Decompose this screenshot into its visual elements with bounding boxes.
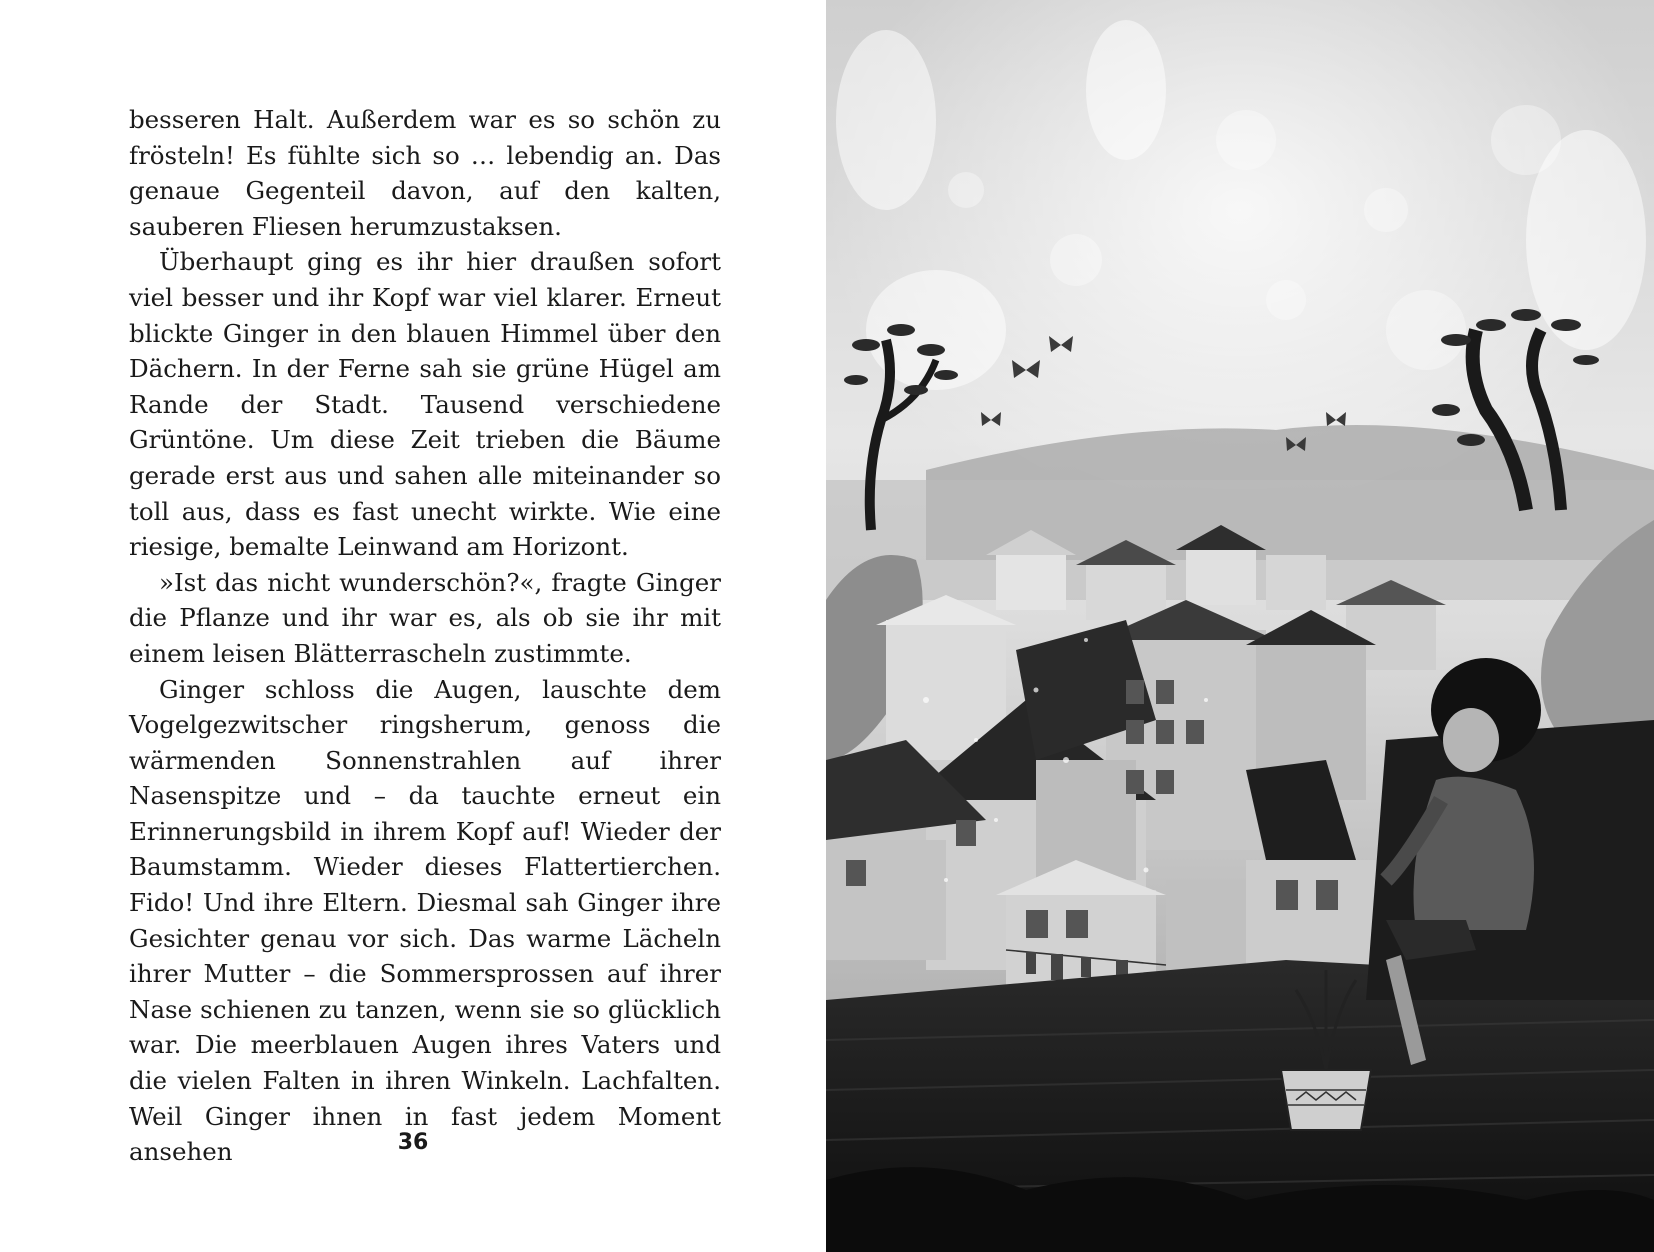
left-page (0, 0, 826, 1252)
rooftop-illustration (826, 0, 1654, 1252)
paragraph-4: Ginger schloss die Augen, lauschte dem Vogelgezwitscher ringsherum, genoss die wärmenden Sonnenstrahlen auf ihrer Nasenspitze und – da tauchte erneut ein Erinnerungsbild in ihrem Kopf auf! Wieder der Baumstamm. Wieder dieses Flattertierchen. Fido! Und ihre Eltern. Diesmal sah Ginger ihre Gesichter genau vor sich. Das warme Lächeln ihrer Mutter – die Sommersprossen auf ihrer Nase schienen zu tanzen, wenn sie so glücklich war. Die meerblauen Augen ihres Vaters und die vielen Falten in ihren Winkeln. Lachfalten. Weil Ginger ihnen in fast jedem Moment ansehen (129, 674, 721, 1167)
paragraph-1: besseren Halt. Außerdem war es so schön zu frösteln! Es fühlte sich so … lebendig an. Das genaue Gegenteil davon, auf den kalten, sauberen Fliesen herumzustaksen. (129, 105, 721, 241)
right-page (826, 0, 1654, 1252)
body-text (129, 102, 721, 1170)
paragraph-2: Überhaupt ging es ihr hier draußen sofort viel besser und ihr Kopf war viel klarer. Erneut blickte Ginger in den blauen Himmel über den Dächern. In der Ferne sah sie grüne Hügel am Rande der Stadt. Tausend verschiedene Grüntöne. Um diese Zeit trieben die Bäume gerade erst aus und sahen alle miteinander so toll aus, dass es fast unecht wirkte. Wie eine riesige, bemalte Leinwand am Horizont. (129, 247, 721, 562)
paragraph-3: »Ist das nicht wunderschön?«, fragte Ginger die Pflanze und ihr war es, als ob sie ihr mit einem leisen Blätterrascheln zustimmte. (129, 567, 721, 668)
page-number: 36 (397, 1130, 429, 1155)
